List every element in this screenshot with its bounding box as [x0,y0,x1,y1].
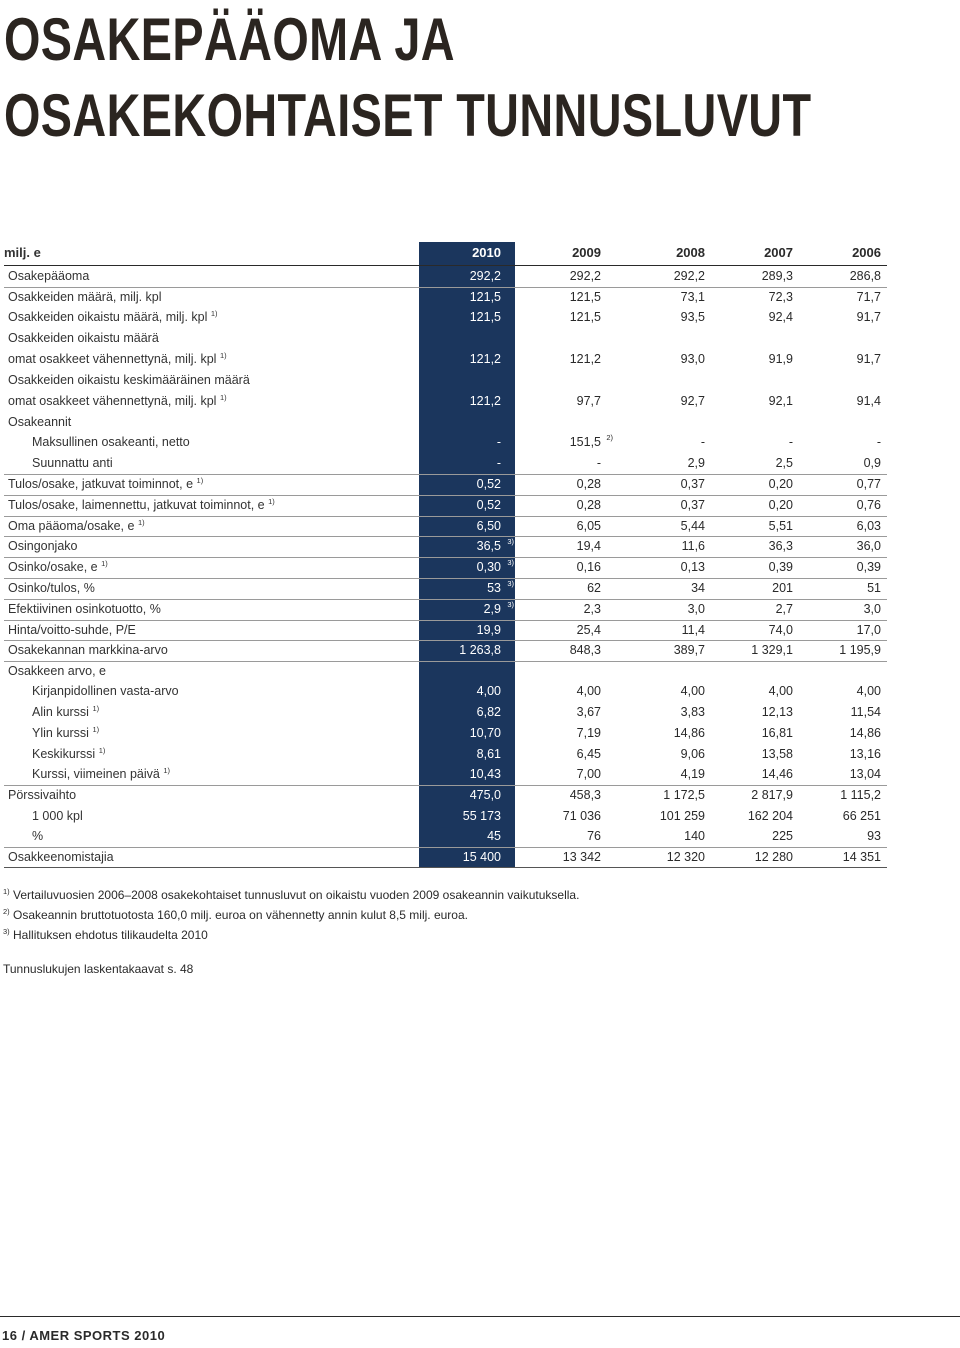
value-2008: 292,2 [673,269,705,283]
unit-label: milj. e [4,245,41,260]
table-row [4,287,887,308]
value-2008: 140 [684,829,705,843]
value-2008: 1 172,5 [663,788,705,802]
value-2008: 3,83 [680,705,705,719]
row-divider [4,620,887,621]
value-2006: 14 351 [842,850,881,864]
table-row [4,744,887,765]
value-2006: 13,04 [849,767,881,781]
value-2008: 0,37 [680,477,705,491]
footnote-3: $^{3)}$ Hallituksen ehdotus tilikaudelta 2010 [3,927,208,942]
table-row [4,516,887,537]
row-label: Osakekannan markkina-arvo [8,643,168,657]
value-2008: 5,44 [680,519,705,533]
row-label: Maksullinen osakeanti, netto [32,435,190,449]
value-2007: 74,0 [768,623,793,637]
table-row [4,474,887,495]
value-2006: 66 251 [842,809,881,823]
value-2007: 2,7 [775,602,793,616]
value-2010: 15 400 [462,850,501,864]
value-2007: 36,3 [768,539,793,553]
value-2006: 36,0 [856,539,881,553]
value-2008: 11,4 [681,623,705,637]
value-2006: 91,7 [856,310,881,324]
value-2009: 62 [587,581,601,595]
row-label: Kurssi, viimeinen päivä $^{1)}$ [32,766,170,781]
value-2009: 121,5 [569,290,601,304]
value-2008: 3,0 [687,602,705,616]
value-2009: 6,45 [576,747,601,761]
row-label: 1 000 kpl [32,809,83,823]
value-2009: 3,67 [576,705,601,719]
table-row [4,307,887,328]
row-divider [4,599,887,600]
row-label: omat osakkeet vähennettynä, milj. kpl $^{1)}$ [8,351,227,366]
value-2008: 101 259 [659,809,705,823]
value-2009: 121,5 [569,310,601,324]
footnotes [3,886,579,946]
value-2007: 201 [772,581,793,595]
row-divider [4,516,887,517]
table-row [4,702,887,723]
value-2009: - [596,456,601,470]
value-2009: 0,28 [576,498,601,512]
table-row [4,370,887,391]
value-2010: 53 [487,581,501,595]
value-2007: 91,9 [768,352,793,366]
value-2006: 14,86 [849,726,881,740]
row-divider [4,661,887,662]
row-label: Tulos/osake, laimennettu, jatkuvat toiminnot, e $^{1)}$ [8,497,275,512]
table-row [4,826,887,847]
footnote-mark: 1) [268,497,275,506]
value-2006: 0,76 [856,498,881,512]
value-2007: 14,46 [761,767,793,781]
value-2006: 0,39 [856,560,881,574]
value-2010: 55 173 [462,809,501,823]
value-2009: 25,4 [576,623,601,637]
value-2006: 1 115,2 [840,788,881,802]
value-2010: 0,30 [476,560,501,574]
row-label: Osakeannit [8,415,72,429]
value-2007: 0,39 [768,560,793,574]
value-2010: 36,5 [476,539,501,553]
table-row [4,349,887,370]
value-2006: 71,7 [856,290,881,304]
value-2008: 93,0 [680,352,705,366]
value-2009: 0,16 [576,560,601,574]
value-2010: 121,2 [469,394,501,408]
footer-divider [0,1316,960,1317]
value-2007: 12,13 [761,705,793,719]
value-2009: 4,00 [576,684,601,698]
value-2008: 9,06 [680,747,705,761]
row-label: Oma pääoma/osake, e $^{1)}$ [8,518,145,533]
table-row [4,266,887,287]
row-label: Osinko/osake, e $^{1)}$ [8,559,108,574]
value-2008: 2,9 [687,456,705,470]
value-2007: - [788,435,793,449]
value-2006: - [876,435,881,449]
value-2007: 72,3 [768,290,793,304]
year-header-2009: 2009 [572,245,601,260]
footnote-mark: 1) [92,725,100,734]
row-label: Alin kurssi $^{1)}$ [32,704,100,719]
table-row [4,681,887,702]
value-2010: 121,2 [469,352,501,366]
value-2010: 121,5 [469,290,501,304]
footnote-mark: 1) [210,309,218,318]
value-2010: - [496,456,501,470]
value-2007: 0,20 [768,498,793,512]
row-label: Osakepääoma [8,269,90,283]
value-2008: 34 [691,581,705,595]
value-2006: 91,4 [856,394,881,408]
row-label: Kirjanpidollinen vasta-arvo [32,684,179,698]
page-title-line-1: OSAKEPÄÄOMA JA [4,6,455,73]
table-row [4,847,887,868]
value-2009: 848,3 [569,643,601,657]
row-label: Osakkeiden oikaistu keskimääräinen määrä [8,373,250,387]
value-2006: 286,8 [849,269,881,283]
value-2009: 458,3 [569,788,601,802]
value-2009: 2,3 [583,602,601,616]
table-row [4,328,887,349]
value-2008: 11,6 [681,539,705,553]
row-divider [4,474,887,475]
value-2009: 292,2 [569,269,601,283]
value-2006: 3,0 [863,602,881,616]
value-2007: 2,5 [775,456,793,470]
value-2010: 6,50 [476,519,501,533]
value-2010: - [496,435,501,449]
value-2007: 92,1 [768,394,793,408]
table-row [4,661,887,682]
value-2009: 7,19 [576,726,601,740]
table-row [4,578,887,599]
value-2007: 5,51 [768,519,793,533]
value-2009: 121,2 [569,352,601,366]
value-2007: 92,4 [768,310,793,324]
value-2008: 389,7 [673,643,705,657]
table-row [4,391,887,412]
value-2009: 19,4 [576,539,601,553]
value-2010: 292,2 [469,269,501,283]
value-2010: 8,61 [476,747,501,761]
value-2006: 11,54 [850,705,881,719]
value-2008: - [700,435,705,449]
row-label: Osakkeiden oikaistu määrä, milj. kpl $^{1)}$ [8,309,218,324]
table-header-row [4,241,887,265]
value-2010: 2,9 [483,602,501,616]
value-2010: 475,0 [469,788,501,802]
value-2007: 162 204 [747,809,793,823]
row-label: Suunnattu anti [32,456,113,470]
value-2006: 17,0 [856,623,881,637]
value-2008: 14,86 [673,726,705,740]
value-2006: 51 [867,581,881,595]
value-2006: 13,16 [849,747,881,761]
row-label: Pörssivaihto [8,788,77,802]
value-2009: 71 036 [562,809,601,823]
footnote-mark: 1) [219,351,227,360]
footnote-mark: 3) [507,600,514,609]
value-2007: 289,3 [761,269,793,283]
year-header-2008: 2008 [676,245,705,260]
table-row [4,640,887,661]
value-2008: 0,13 [680,560,705,574]
value-2010: 0,52 [476,498,501,512]
value-2006: 93 [867,829,881,843]
value-2007: 2 817,9 [751,788,793,802]
value-2007: 12 280 [754,850,793,864]
footnote-mark: 1) [137,518,145,527]
value-2010: 0,52 [476,477,501,491]
value-2009: 13 342 [562,850,601,864]
row-divider [4,557,887,558]
page-footer: 16 / AMER SPORTS 2010 [2,1328,166,1343]
footnote-mark: 3) [507,558,514,567]
value-2008: 4,00 [680,684,705,698]
row-label: % [32,829,44,843]
value-2006: 1 195,9 [839,643,881,657]
value-2008: 73,1 [680,290,705,304]
row-label: Ylin kurssi $^{1)}$ [32,725,100,740]
value-2008: 4,19 [680,767,705,781]
table-bottom-divider [4,867,887,868]
value-2007: 4,00 [768,684,793,698]
table-row [4,557,887,578]
table-row [4,453,887,474]
value-2006: 0,9 [863,456,881,470]
value-2007: 13,58 [761,747,793,761]
formula-reference: Tunnuslukujen laskentakaavat s. 48 [3,962,194,976]
year-header-2010: 2010 [472,245,501,260]
row-divider [4,495,887,496]
table-row [4,723,887,744]
footnote-1: $^{1)}$ Vertailuvuosien 2006–2008 osakekohtaiset tunnusluvut on oikaistu vuoden 2009 osakeannin vaikutuksella. [3,887,580,902]
row-divider [4,847,887,848]
footnote-2: $^{2)}$ Osakeannin bruttotuotosta 160,0 milj. euroa on vähennetty annin kulut 8,5 milj. euroa. [3,907,468,922]
footnote-mark: 1) [101,559,108,568]
footnote-mark: 1) [163,766,170,775]
footnote-mark: 1) [196,476,204,485]
page-title-line-2: OSAKEKOHTAISET TUNNUSLUVUT [4,82,812,149]
value-2010: 45 [487,829,501,843]
footnote-mark: 3) [507,579,514,588]
table-row [4,495,887,516]
row-label: Osingonjako [8,539,78,553]
value-2010: 1 263,8 [459,643,501,657]
footnote-mark: 1) [92,704,100,713]
row-label: Keskikurssi $^{1)}$ [32,746,106,761]
row-divider [4,287,887,288]
value-2008: 92,7 [680,394,705,408]
row-label: Osakkeen arvo, e [8,664,106,678]
footnote-mark: 1) [98,746,106,755]
value-2009: 151,5 [569,435,601,449]
table-row [4,599,887,620]
row-divider [4,640,887,641]
value-2010: 10,43 [469,767,501,781]
value-2009: 0,28 [576,477,601,491]
value-2007: 1 329,1 [751,643,793,657]
row-label: Osinko/tulos, % [8,581,95,595]
row-label: Osakkeiden määrä, milj. kpl [8,290,162,304]
value-2007: 0,20 [768,477,793,491]
footnote-mark: 3) [507,537,514,546]
value-2006: 4,00 [856,684,881,698]
value-2009: 7,00 [576,767,601,781]
table-row [4,432,887,453]
row-label: omat osakkeet vähennettynä, milj. kpl $^{1)}$ [8,393,227,408]
footnote-mark: 2) [606,433,613,442]
table-row [4,412,887,433]
row-divider [4,536,887,537]
row-divider [4,578,887,579]
row-label: Osakkeenomistajia [8,850,114,864]
row-divider [4,785,887,786]
value-2010: 4,00 [476,684,501,698]
value-2008: 0,37 [680,498,705,512]
value-2008: 93,5 [680,310,705,324]
value-2009: 6,05 [576,519,601,533]
footnote-mark: 1) [219,393,227,402]
table-row [4,785,887,806]
table-row [4,536,887,557]
value-2009: 76 [587,829,601,843]
row-label: Hinta/voitto-suhde, P/E [8,623,136,637]
value-2010: 19,9 [476,623,501,637]
value-2010: 10,70 [469,726,501,740]
year-header-2007: 2007 [764,245,793,260]
value-2010: 121,5 [469,310,501,324]
value-2006: 6,03 [856,519,881,533]
table-row [4,620,887,641]
value-2009: 97,7 [576,394,601,408]
table-row [4,764,887,785]
value-2006: 91,7 [856,352,881,366]
row-label: Osakkeiden oikaistu määrä [8,331,159,345]
value-2008: 12 320 [666,850,705,864]
value-2010: 6,82 [476,705,501,719]
value-2007: 16,81 [761,726,793,740]
value-2007: 225 [772,829,793,843]
value-2006: 0,77 [856,477,881,491]
row-label: Tulos/osake, jatkuvat toiminnot, e $^{1)}$ [8,476,204,491]
year-header-2006: 2006 [852,245,881,260]
table-row [4,806,887,827]
row-label: Efektiivinen osinkotuotto, % [8,602,161,616]
